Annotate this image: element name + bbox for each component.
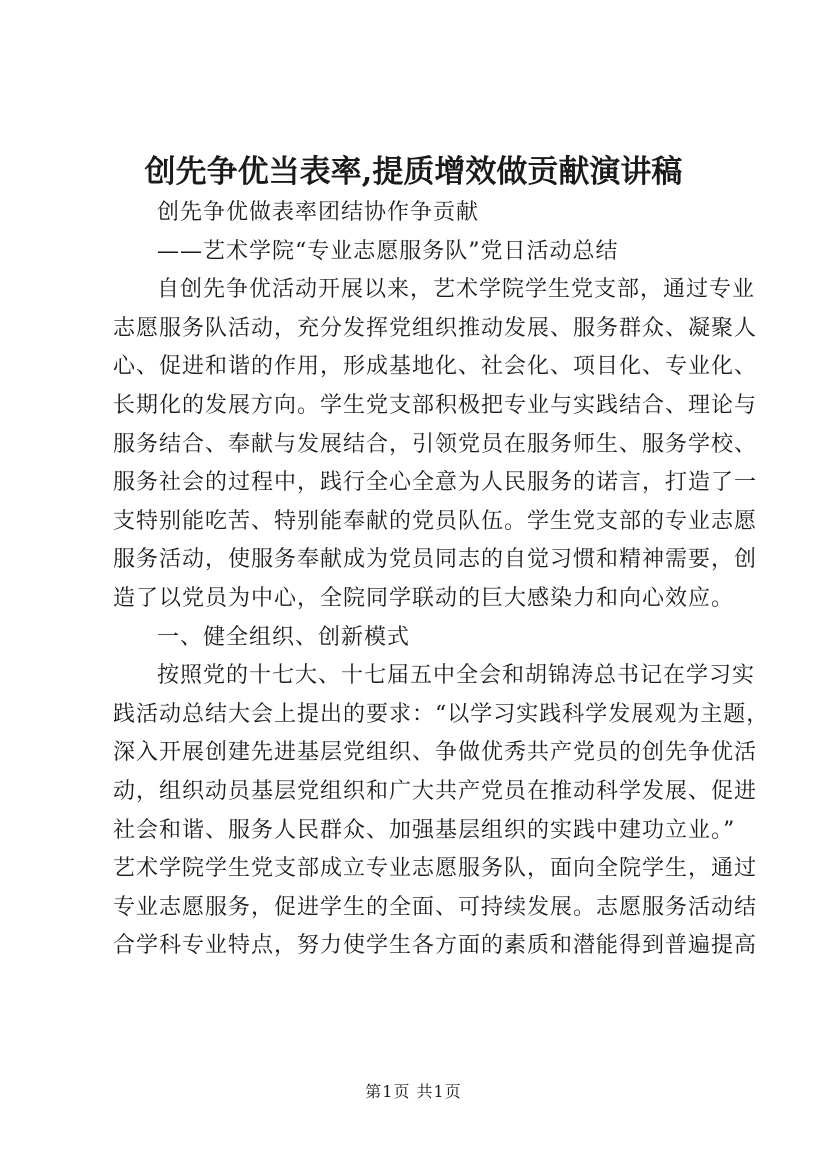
paragraph-line: 动，组织动员基层党组织和广大共产党员在推动科学发展、促进 <box>113 778 758 804</box>
paragraph-line: 按照党的十七大、十七届五中全会和胡锦涛总书记在学习实 <box>157 663 756 689</box>
paragraph-line: 长期化的发展方向。学生党支部积极把专业与实践结合、理论与 <box>113 392 758 418</box>
paragraph-line: 自创先争优活动开展以来，艺术学院学生党支部，通过专业 <box>157 277 756 303</box>
paragraph-line: 志愿服务队活动，充分发挥党组织推动发展、服务群众、凝聚人 <box>113 315 758 341</box>
page-footer: 第1页 共1页 <box>365 1082 462 1101</box>
document-subtitle: 创先争优做表率团结协作争贡献 <box>157 200 480 225</box>
paragraph-line: 合学科专业特点，努力使学生各方面的素质和潜能得到普遍提高 <box>113 933 758 959</box>
paragraph-line: 心、促进和谐的作用，形成基地化、社会化、项目化、专业化、 <box>113 354 758 380</box>
paragraph-line: 专业志愿服务，促进学生的全面、可持续发展。志愿服务活动结 <box>113 894 758 920</box>
paragraph-line: 社会和谐、服务人民群众、加强基层组织的实践中建功立业。” <box>113 817 736 843</box>
document-body <box>113 194 770 966</box>
paragraph-line: 践活动总结大会上提出的要求：“以学习实践科学发展观为主题， <box>113 701 770 727</box>
paragraph-line: 服务社会的过程中，践行全心全意为人民服务的诺言，打造了一 <box>113 470 758 496</box>
paragraph-line: 服务结合、奉献与发展结合，引领党员在服务师生、服务学校、 <box>113 431 758 457</box>
paragraph-line: 艺术学院学生党支部成立专业志愿服务队，面向全院学生，通过 <box>113 856 758 882</box>
paragraph-line: 深入开展创建先进基层党组织、争做优秀共产党员的创先争优活 <box>113 740 758 766</box>
paragraph-line: 服务活动，使服务奉献成为党员同志的自觉习惯和精神需要，创 <box>113 547 758 573</box>
paragraph-line: 支特别能吃苦、特别能奉献的党员队伍。学生党支部的专业志愿 <box>113 508 758 534</box>
section-heading: 一、健全组织、创新模式 <box>157 624 411 650</box>
paragraph-line: 造了以党员为中心，全院同学联动的巨大感染力和向心效应。 <box>113 585 735 611</box>
document-subtitle-2: ——艺术学院“专业志愿服务队”党日活动总结 <box>157 238 619 264</box>
document-title: 创先争优当表率,提质增效做贡献演讲稿 <box>144 154 683 190</box>
